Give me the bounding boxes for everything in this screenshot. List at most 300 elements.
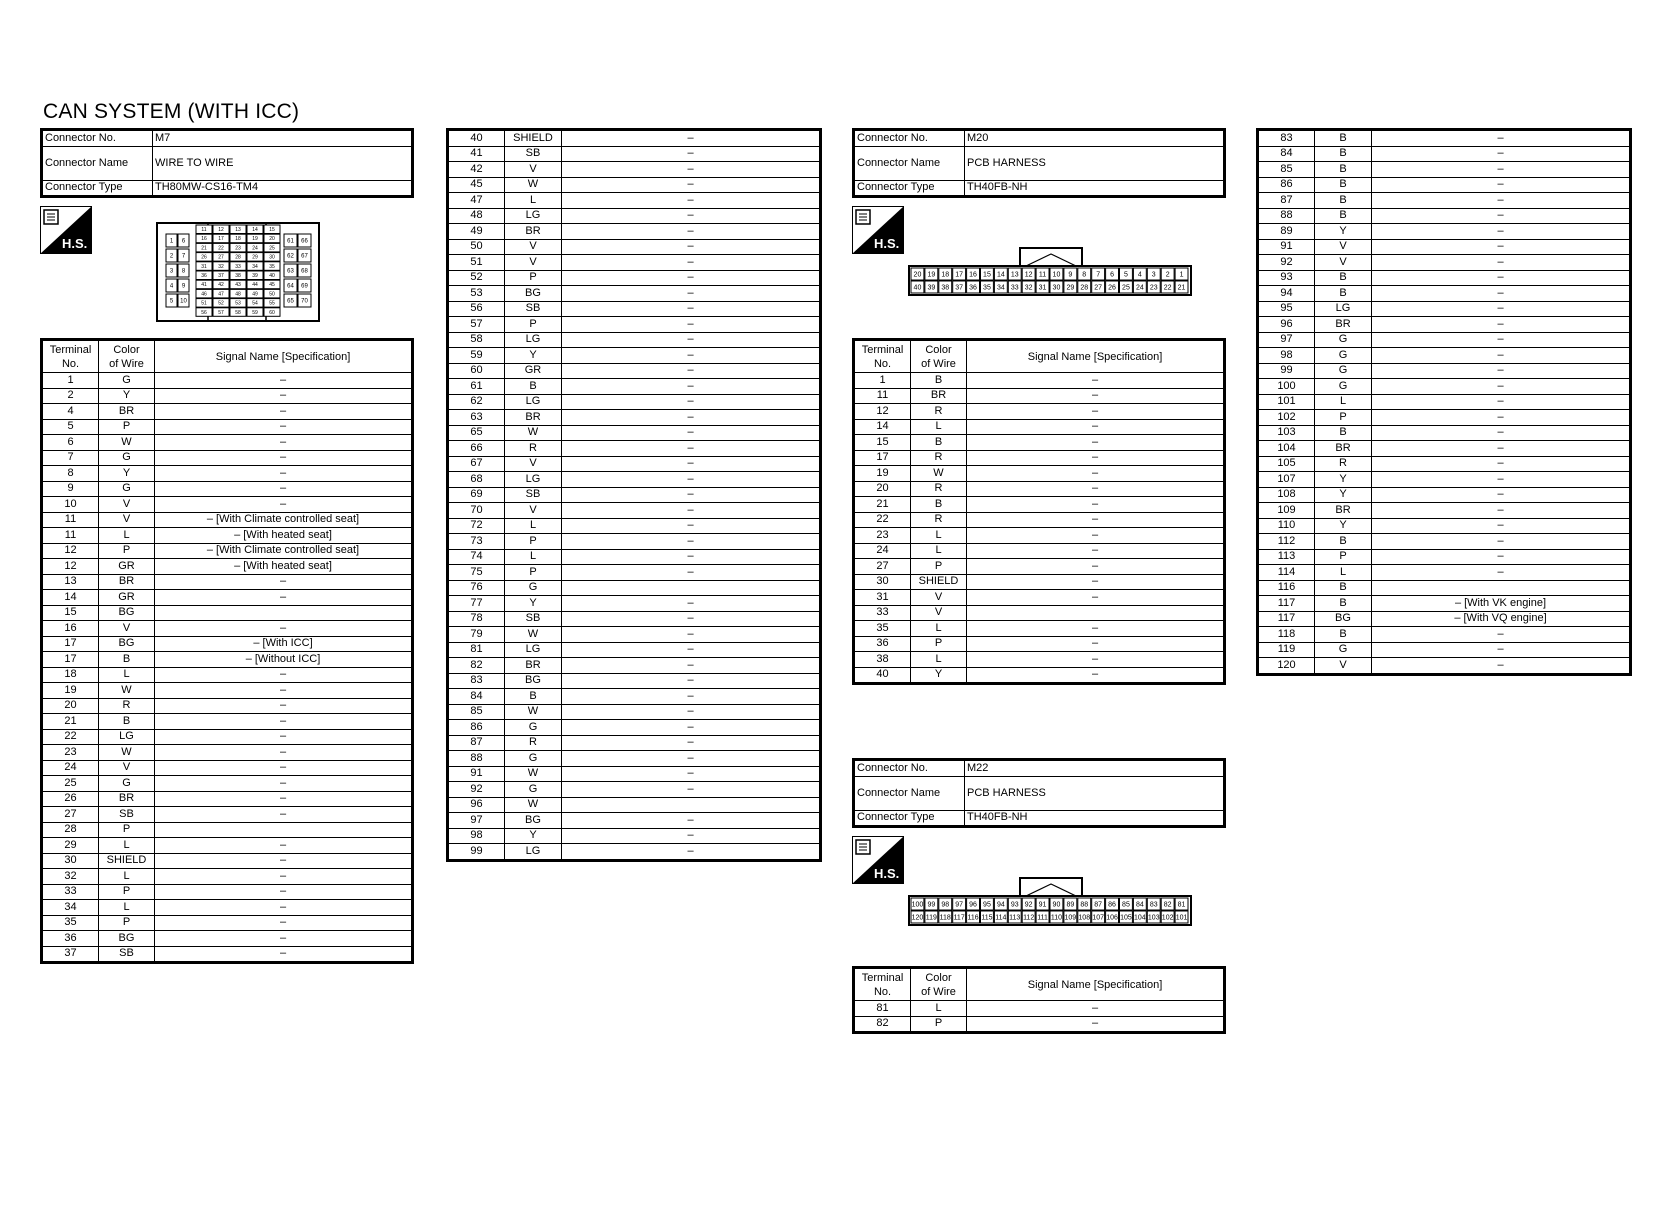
wire-color-cell: B <box>1315 425 1372 441</box>
table-row <box>448 549 821 565</box>
connector-pin-label: 109 <box>1064 914 1077 922</box>
terminal-no-cell: 22 <box>854 512 911 528</box>
terminal-no-cell: 86 <box>448 720 505 736</box>
connector-pin-label: 118 <box>939 914 951 922</box>
table-row <box>448 208 821 224</box>
table-row <box>854 404 1225 420</box>
connector-pin-label: 98 <box>941 901 950 909</box>
table-row <box>42 528 413 544</box>
connector-pin-label: 91 <box>1038 901 1047 909</box>
terminal-no-cell: 114 <box>1258 565 1315 581</box>
wire-color-cell: LG <box>505 208 562 224</box>
signal-name-cell: – <box>562 301 821 317</box>
signal-name-cell: – <box>155 760 413 776</box>
wire-color-cell: Y <box>505 596 562 612</box>
terminal-no-cell: 24 <box>42 760 99 776</box>
signal-name-cell: – <box>562 828 821 844</box>
terminal-no-cell: 88 <box>1258 208 1315 224</box>
signal-name-header: Signal Name [Specification] <box>967 340 1225 373</box>
connector-pin-label: 22 <box>1163 284 1172 292</box>
terminal-no-cell: 7 <box>42 450 99 466</box>
wire-color-cell: BG <box>505 673 562 689</box>
table-row <box>448 813 821 829</box>
signal-name-cell: – <box>562 193 821 209</box>
signal-name-cell: – <box>155 791 413 807</box>
signal-name-cell: – <box>562 782 821 798</box>
table-row <box>1258 441 1631 457</box>
terminal-no-cell: 8 <box>42 466 99 482</box>
signal-name-cell: – <box>562 146 821 162</box>
wire-color-cell: BR <box>99 574 155 590</box>
signal-name-cell: – <box>1372 255 1631 271</box>
table-row <box>854 1001 1225 1017</box>
wire-color-cell: W <box>505 797 562 813</box>
connector-pin-label: 15 <box>269 227 275 234</box>
table-row <box>448 766 821 782</box>
connector-pin-label: 17 <box>955 271 964 279</box>
terminal-no-cell: 78 <box>448 611 505 627</box>
wire-color-cell: V <box>1315 658 1372 675</box>
signal-name-cell: – <box>967 419 1225 435</box>
signal-name-cell <box>155 822 413 838</box>
table-row <box>448 503 821 519</box>
terminal-no-cell: 12 <box>42 559 99 575</box>
signal-name-cell: – <box>155 404 413 420</box>
terminal-no-cell: 85 <box>1258 162 1315 178</box>
wire-color-cell: LG <box>505 394 562 410</box>
table-row <box>1258 239 1631 255</box>
wire-color-cell: Y <box>1315 472 1372 488</box>
signal-name-cell: – <box>562 549 821 565</box>
table-row <box>42 435 413 451</box>
connector-pin-label: 102 <box>1161 914 1174 922</box>
signal-name-cell: – <box>1372 162 1631 178</box>
terminal-no-cell: 69 <box>448 487 505 503</box>
terminal-no-cell: 30 <box>854 574 911 590</box>
svg-text:H.S.: H.S. <box>874 866 900 881</box>
connector-pin-label: 6 <box>1110 271 1115 279</box>
signal-name-cell: – <box>562 844 821 861</box>
wire-color-cell: P <box>99 543 155 559</box>
connector-pin-label: 59 <box>252 309 258 316</box>
terminal-no-cell: 41 <box>448 146 505 162</box>
terminal-no-cell: 17 <box>42 652 99 668</box>
table-row <box>448 332 821 348</box>
connector-name-value: PCB HARNESS <box>965 146 1225 180</box>
m22-terminal-table-continued <box>1256 128 1632 676</box>
wire-color-cell: W <box>505 704 562 720</box>
terminal-no-cell: 33 <box>42 884 99 900</box>
connector-pin-label: 67 <box>301 253 308 260</box>
wire-color-cell: V <box>99 760 155 776</box>
table-row <box>1258 177 1631 193</box>
signal-name-cell: – <box>562 379 821 395</box>
connector-pin-label: 35 <box>269 263 275 270</box>
wire-color-cell: SB <box>99 807 155 823</box>
wire-color-cell: V <box>911 605 967 621</box>
terminal-no-cell: 45 <box>448 177 505 193</box>
terminal-no-cell: 109 <box>1258 503 1315 519</box>
wire-color-cell: G <box>505 580 562 596</box>
table-row <box>42 559 413 575</box>
signal-name-cell: – <box>967 636 1225 652</box>
signal-name-cell: – <box>562 503 821 519</box>
table-row <box>448 317 821 333</box>
wire-color-cell: BR <box>505 224 562 240</box>
terminal-no-cell: 94 <box>1258 286 1315 302</box>
terminal-no-cell: 24 <box>854 543 911 559</box>
terminal-no-cell: 118 <box>1258 627 1315 643</box>
connector-name-label: Connector Name <box>854 776 965 810</box>
signal-name-cell: – <box>1372 130 1631 147</box>
wire-color-cell: P <box>505 565 562 581</box>
connector-pin-label: 65 <box>287 298 294 305</box>
connector-pin-label: 41 <box>201 282 207 289</box>
wire-color-cell: Y <box>911 667 967 684</box>
terminal-no-cell: 79 <box>448 627 505 643</box>
terminal-no-cell: 58 <box>448 332 505 348</box>
terminal-no-cell: 87 <box>1258 193 1315 209</box>
signal-name-cell: – <box>1372 410 1631 426</box>
connector-pin-label: 100 <box>911 901 924 909</box>
terminal-no-cell: 119 <box>1258 642 1315 658</box>
table-row <box>448 611 821 627</box>
signal-name-cell: – <box>155 931 413 947</box>
signal-name-cell: – [With VK engine] <box>1372 596 1631 612</box>
signal-name-cell: – <box>1372 286 1631 302</box>
signal-name-cell: – <box>1372 394 1631 410</box>
m7-connector-diagram <box>156 222 320 322</box>
terminal-no-cell: 27 <box>42 807 99 823</box>
signal-name-cell: – <box>1372 317 1631 333</box>
wire-color-cell: B <box>1315 627 1372 643</box>
wire-color-cell: R <box>1315 456 1372 472</box>
connector-pin-label: 35 <box>983 284 991 292</box>
table-row <box>1258 224 1631 240</box>
signal-name-cell: – <box>1372 363 1631 379</box>
table-row <box>448 177 821 193</box>
signal-name-cell: – <box>155 388 413 404</box>
signal-name-cell: – <box>967 404 1225 420</box>
signal-name-cell: – [With heated seat] <box>155 528 413 544</box>
terminal-no-cell: 73 <box>448 534 505 550</box>
connector-pin-label: 68 <box>301 268 308 275</box>
wire-color-cell: GR <box>99 590 155 606</box>
wire-color-cell: P <box>505 270 562 286</box>
table-row <box>448 146 821 162</box>
terminal-no-cell: 93 <box>1258 270 1315 286</box>
connector-pin-label: 7 <box>181 253 186 260</box>
signal-name-header: Signal Name [Specification] <box>155 340 413 373</box>
terminal-no-cell: 66 <box>448 441 505 457</box>
connector-pin-label: 82 <box>1163 901 1172 909</box>
table-row <box>448 456 821 472</box>
table-row <box>42 543 413 559</box>
signal-name-cell: – <box>967 435 1225 451</box>
terminal-no-cell: 29 <box>42 838 99 854</box>
wire-color-cell: L <box>99 869 155 885</box>
signal-name-cell: – <box>967 388 1225 404</box>
connector-pin-label: 26 <box>201 254 207 261</box>
signal-name-cell: – <box>155 776 413 792</box>
m22-connector-diagram <box>908 876 1192 926</box>
wire-color-cell: W <box>505 177 562 193</box>
table-row <box>854 373 1225 389</box>
connector-pin-label: 14 <box>252 227 258 234</box>
signal-name-cell: – <box>562 162 821 178</box>
connector-type-label: Connector Type <box>854 810 965 827</box>
connector-pin-label: 44 <box>252 282 258 289</box>
table-row <box>448 270 821 286</box>
table-row <box>42 512 413 528</box>
connector-pin-label: 11 <box>201 227 207 234</box>
wire-color-cell: G <box>99 450 155 466</box>
m22-terminal-table <box>852 966 1226 1034</box>
wire-color-cell: SHIELD <box>505 130 562 147</box>
wire-color-cell: BR <box>505 658 562 674</box>
table-row <box>448 828 821 844</box>
wire-color-cell: V <box>99 497 155 513</box>
terminal-no-cell: 117 <box>1258 611 1315 627</box>
connector-pin-label: 62 <box>287 253 294 260</box>
connector-pin-label: 96 <box>969 901 977 909</box>
signal-name-cell: – <box>562 177 821 193</box>
table-row <box>42 605 413 621</box>
terminal-no-cell: 40 <box>448 130 505 147</box>
connector-pin-label: 40 <box>269 273 275 280</box>
wire-color-cell: SB <box>505 146 562 162</box>
signal-name-cell: – <box>562 255 821 271</box>
signal-name-cell: – <box>562 363 821 379</box>
wire-color-cell: BR <box>1315 503 1372 519</box>
wire-color-cell: R <box>911 450 967 466</box>
connector-pin-label: 12 <box>218 227 224 234</box>
m20-connector-info <box>852 128 1226 198</box>
color-of-wire-header: Color of Wire <box>911 340 967 373</box>
table-row <box>854 590 1225 606</box>
wire-color-cell: B <box>1315 596 1372 612</box>
signal-name-cell: – <box>967 1001 1225 1017</box>
connector-pin-label: 1 <box>1179 271 1184 279</box>
signal-name-cell: – <box>155 667 413 683</box>
table-row <box>448 239 821 255</box>
wire-color-cell: B <box>911 373 967 389</box>
terminal-no-cell: 20 <box>42 698 99 714</box>
wire-color-cell: B <box>911 435 967 451</box>
wire-color-cell: B <box>911 497 967 513</box>
signal-name-cell: – <box>1372 472 1631 488</box>
wire-color-cell: P <box>911 1016 967 1033</box>
signal-name-cell: – <box>155 838 413 854</box>
connector-pin-label: 29 <box>1066 284 1075 292</box>
terminal-no-cell: 92 <box>448 782 505 798</box>
m20-connector-diagram <box>908 246 1192 296</box>
wire-color-cell: W <box>505 627 562 643</box>
terminal-no-cell: 38 <box>854 652 911 668</box>
terminal-no-cell: 91 <box>448 766 505 782</box>
signal-name-cell: – <box>1372 177 1631 193</box>
table-row <box>854 450 1225 466</box>
terminal-no-cell: 26 <box>42 791 99 807</box>
table-row <box>448 782 821 798</box>
wire-color-cell: W <box>911 466 967 482</box>
table-row <box>448 425 821 441</box>
table-row <box>1258 317 1631 333</box>
wire-color-cell: G <box>99 373 155 389</box>
signal-name-cell: – <box>1372 658 1631 675</box>
table-row <box>854 466 1225 482</box>
connector-pin-label: 23 <box>1149 284 1158 292</box>
signal-name-cell: – <box>562 441 821 457</box>
table-row <box>448 534 821 550</box>
signal-name-cell: – <box>967 497 1225 513</box>
signal-name-cell: – [Without ICC] <box>155 652 413 668</box>
signal-name-cell: – [With VQ engine] <box>1372 611 1631 627</box>
wire-color-cell: L <box>911 652 967 668</box>
signal-name-cell: – <box>562 704 821 720</box>
color-of-wire-header: Color of Wire <box>99 340 155 373</box>
table-row <box>42 760 413 776</box>
terminal-no-cell: 98 <box>448 828 505 844</box>
connector-pin-label: 90 <box>1052 901 1061 909</box>
table-row <box>1258 270 1631 286</box>
connector-name-value: WIRE TO WIRE <box>153 146 413 180</box>
connector-pin-label: 12 <box>1024 271 1033 279</box>
connector-pin-label: 108 <box>1078 914 1091 922</box>
terminal-no-cell: 36 <box>42 931 99 947</box>
terminal-no-cell: 12 <box>42 543 99 559</box>
terminal-no-cell: 99 <box>1258 363 1315 379</box>
signal-name-cell: – <box>155 466 413 482</box>
connector-pin-label: 25 <box>269 245 275 252</box>
connector-name-value: PCB HARNESS <box>965 776 1225 810</box>
wire-color-cell: R <box>505 735 562 751</box>
terminal-no-cell: 82 <box>448 658 505 674</box>
table-row <box>448 673 821 689</box>
terminal-no-cell: 23 <box>42 745 99 761</box>
terminal-no-cell: 103 <box>1258 425 1315 441</box>
table-row <box>854 667 1225 684</box>
terminal-no-cell: 74 <box>448 549 505 565</box>
signal-name-cell: – <box>155 481 413 497</box>
connector-pin-label: 24 <box>1135 284 1144 292</box>
wire-color-cell: G <box>99 481 155 497</box>
terminal-no-cell: 1 <box>854 373 911 389</box>
signal-name-cell: – <box>967 450 1225 466</box>
signal-name-cell: – <box>967 466 1225 482</box>
terminal-no-cell: 113 <box>1258 549 1315 565</box>
connector-type-label: Connector Type <box>42 180 153 197</box>
connector-pin-label: 94 <box>996 901 1005 909</box>
connector-pin-label: 42 <box>218 282 224 289</box>
terminal-no-header: Terminal No. <box>854 968 911 1001</box>
signal-name-cell: – <box>562 286 821 302</box>
connector-pin-label: 22 <box>218 245 224 252</box>
wire-color-cell: BG <box>505 813 562 829</box>
terminal-no-cell: 84 <box>1258 146 1315 162</box>
connector-type-value: TH80MW-CS16-TM4 <box>153 180 413 197</box>
terminal-no-cell: 33 <box>854 605 911 621</box>
signal-name-cell: – <box>1372 456 1631 472</box>
signal-name-cell <box>562 797 821 813</box>
wire-color-cell: B <box>1315 580 1372 596</box>
connector-pin-label: 103 <box>1147 914 1160 922</box>
signal-name-cell: – <box>562 611 821 627</box>
table-row <box>42 683 413 699</box>
wire-color-cell: BR <box>99 404 155 420</box>
table-row <box>42 822 413 838</box>
wire-color-cell: Y <box>1315 487 1372 503</box>
signal-name-cell: – <box>967 543 1225 559</box>
signal-name-cell: – <box>967 481 1225 497</box>
signal-name-cell: – <box>155 683 413 699</box>
table-row <box>448 658 821 674</box>
connector-pin-label: 43 <box>235 282 241 289</box>
table-row <box>42 791 413 807</box>
wire-color-cell: BG <box>99 636 155 652</box>
terminal-no-cell: 89 <box>1258 224 1315 240</box>
signal-name-cell: – <box>1372 565 1631 581</box>
page-title: CAN SYSTEM (WITH ICC) <box>43 100 300 123</box>
connector-pin-label: 69 <box>301 283 308 290</box>
terminal-no-cell: 120 <box>1258 658 1315 675</box>
connector-pin-label: 55 <box>269 300 275 307</box>
table-row <box>854 652 1225 668</box>
wire-color-cell: V <box>1315 255 1372 271</box>
table-row <box>448 472 821 488</box>
connector-pin-label: 38 <box>235 273 241 280</box>
terminal-no-cell: 104 <box>1258 441 1315 457</box>
connector-pin-label: 21 <box>201 245 207 252</box>
connector-pin-label: 97 <box>955 901 964 909</box>
terminal-no-cell: 12 <box>854 404 911 420</box>
terminal-no-cell: 83 <box>448 673 505 689</box>
terminal-no-cell: 11 <box>42 512 99 528</box>
terminal-no-cell: 61 <box>448 379 505 395</box>
terminal-no-cell: 21 <box>854 497 911 513</box>
connector-pin-label: 36 <box>201 273 207 280</box>
signal-name-cell: – <box>155 946 413 963</box>
table-row <box>42 388 413 404</box>
signal-name-cell: – <box>1372 642 1631 658</box>
connector-pin-label: 20 <box>913 271 922 279</box>
color-of-wire-header: Color of Wire <box>911 968 967 1001</box>
connector-pin-label: 21 <box>1177 284 1186 292</box>
wire-color-cell: SB <box>505 611 562 627</box>
terminal-no-cell: 5 <box>42 419 99 435</box>
table-row <box>42 574 413 590</box>
signal-name-cell: – <box>967 528 1225 544</box>
terminal-no-cell: 19 <box>42 683 99 699</box>
wire-color-cell: SB <box>99 946 155 963</box>
terminal-no-cell: 35 <box>42 915 99 931</box>
connector-pin-label: 10 <box>180 298 187 305</box>
wire-color-cell: G <box>1315 363 1372 379</box>
terminal-no-cell: 85 <box>448 704 505 720</box>
terminal-no-cell: 42 <box>448 162 505 178</box>
wire-color-cell: L <box>911 543 967 559</box>
terminal-no-cell: 65 <box>448 425 505 441</box>
wire-color-cell: R <box>99 698 155 714</box>
connector-pin-label: 116 <box>967 914 979 922</box>
terminal-no-cell: 116 <box>1258 580 1315 596</box>
terminal-no-cell: 117 <box>1258 596 1315 612</box>
signal-name-cell: – <box>562 534 821 550</box>
connector-no-value: M7 <box>153 130 413 147</box>
connector-pin-label: 52 <box>218 300 224 307</box>
connector-pin-label: 113 <box>1009 914 1021 922</box>
wire-color-cell: LG <box>1315 301 1372 317</box>
